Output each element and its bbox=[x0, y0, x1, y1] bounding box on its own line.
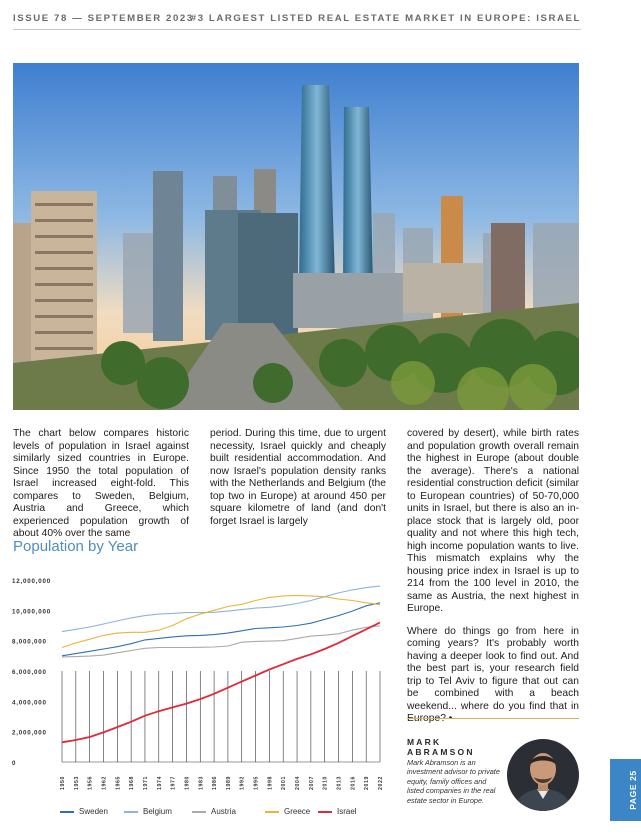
city-skyline-photo bbox=[13, 63, 579, 410]
x-tick-label: 1968 bbox=[129, 776, 136, 790]
page-header bbox=[13, 11, 581, 30]
y-tick-label: 0 bbox=[12, 760, 17, 767]
series-line-greece bbox=[62, 596, 380, 648]
article-column-1: The chart below compares historic levels of population in Israel against similarly sized countries in Europe. Since 1950 the total population of Israel increased eight-fold. This compares to Sweden, Belgium, Austria and Greece, which experienced population growth of about 40% over the same bbox=[13, 428, 189, 539]
legend-label: Greece bbox=[284, 807, 311, 816]
legend-swatch bbox=[318, 811, 332, 813]
x-tick-label: 2007 bbox=[308, 776, 315, 790]
population-chart bbox=[8, 570, 386, 830]
article-column-3 bbox=[407, 428, 579, 736]
issue-label: ISSUE 78 — SEPTEMBER 2023 bbox=[13, 13, 194, 24]
legend-swatch bbox=[60, 811, 74, 813]
y-tick-label: 2,000,000 bbox=[12, 729, 47, 737]
page-number-tab bbox=[610, 759, 641, 821]
y-tick-label: 4,000,000 bbox=[12, 699, 47, 707]
legend-item-sweden bbox=[60, 807, 108, 816]
x-tick-label: 1998 bbox=[267, 776, 274, 790]
legend-item-israel bbox=[318, 807, 357, 816]
x-tick-label: 2019 bbox=[364, 776, 371, 790]
x-tick-label: 2022 bbox=[378, 776, 384, 790]
x-tick-label: 1953 bbox=[73, 776, 80, 790]
article-paragraph: Where do things go from here in coming years? It's probably worth having a deeper look to find out. And the best part is, your research field trip to Tel Aviv to figure that out can be combined with a beach weekend... where do you find that in bbox=[407, 625, 579, 712]
legend-label: Sweden bbox=[79, 807, 108, 816]
legend-label: Belgium bbox=[143, 807, 172, 816]
x-tick-label: 1983 bbox=[198, 776, 205, 790]
x-tick-label: 1956 bbox=[87, 776, 94, 790]
legend-item-austria bbox=[192, 807, 236, 816]
x-tick-label: 2016 bbox=[350, 776, 357, 790]
legend-item-greece bbox=[265, 807, 310, 816]
x-tick-label: 2013 bbox=[336, 776, 343, 790]
x-tick-label: 2004 bbox=[295, 776, 302, 790]
article-paragraph: covered by desert), while birth rates and population growth overall remain the highest in Europe (about double the average). There's a national residential construction deficit (similar to European countries) of 50-70,000 units in Israel, but there is also an in-place stock that is largely old, poor quality and not where this high tech, high income population wants to live. This mismatch explains why the housing price index in Israel is up to 214 from the 100 level in 2010, the same as Austria, the next highest in Europe. bbox=[407, 428, 579, 614]
author-avatar bbox=[507, 739, 579, 811]
x-tick-label: 1977 bbox=[170, 776, 177, 790]
x-tick-label: 1974 bbox=[156, 776, 163, 790]
author-name bbox=[407, 737, 475, 757]
x-tick-label: 1965 bbox=[115, 776, 122, 790]
legend-label: Israel bbox=[337, 807, 357, 816]
y-tick-label: 12,000,000 bbox=[12, 578, 51, 585]
author-divider bbox=[407, 718, 579, 719]
avatar-portrait bbox=[507, 739, 579, 811]
author-last-name: ABRAMSON bbox=[407, 747, 475, 757]
x-tick-label: 1962 bbox=[101, 776, 108, 790]
page-number: PAGE 25 bbox=[628, 770, 638, 810]
x-tick-label: 2001 bbox=[281, 776, 288, 790]
chart-legend bbox=[60, 807, 390, 821]
x-tick-label: 2010 bbox=[322, 776, 329, 790]
series-line-sweden bbox=[62, 603, 380, 656]
y-tick-label: 10,000,000 bbox=[12, 608, 51, 616]
population-chart-svg bbox=[8, 570, 386, 800]
x-tick-label: 1992 bbox=[239, 776, 246, 790]
series-line-austria bbox=[62, 626, 380, 657]
legend-label: Austria bbox=[211, 807, 236, 816]
series-line-israel bbox=[62, 623, 380, 743]
x-tick-label: 1986 bbox=[212, 776, 219, 790]
legend-swatch bbox=[124, 811, 138, 813]
x-tick-label: 1971 bbox=[142, 776, 149, 790]
x-tick-label: 1995 bbox=[253, 776, 260, 790]
skyline-illustration bbox=[13, 63, 579, 410]
y-tick-label: 6,000,000 bbox=[12, 669, 47, 676]
chart-title: Population by Year bbox=[13, 538, 139, 555]
x-tick-label: 1989 bbox=[225, 776, 232, 790]
legend-item-belgium bbox=[124, 807, 172, 816]
legend-swatch bbox=[192, 811, 206, 813]
author-bio: Mark Abramson is an investment advisor to private equity, family offices and listed companies in the real estate sector in Europe. bbox=[407, 758, 500, 805]
x-tick-label: 1980 bbox=[184, 776, 191, 790]
section-title: #3 LARGEST LISTED REAL ESTATE MARKET IN EUROPE: ISRAEL bbox=[190, 13, 581, 24]
y-tick-label: 8,000,000 bbox=[12, 638, 47, 646]
author-first-name: MARK bbox=[407, 737, 442, 747]
article-column-2: period. During this time, due to urgent necessity, Israel quickly and cheaply built residential accommodation. And now Israel's population density ranks with the Netherlands and Belgium (the top two in Europe) at around 450 per square kilometre of land (and don't forget Israel is largely bbox=[210, 428, 386, 527]
x-tick-label: 1950 bbox=[60, 776, 66, 790]
legend-swatch bbox=[265, 811, 279, 813]
